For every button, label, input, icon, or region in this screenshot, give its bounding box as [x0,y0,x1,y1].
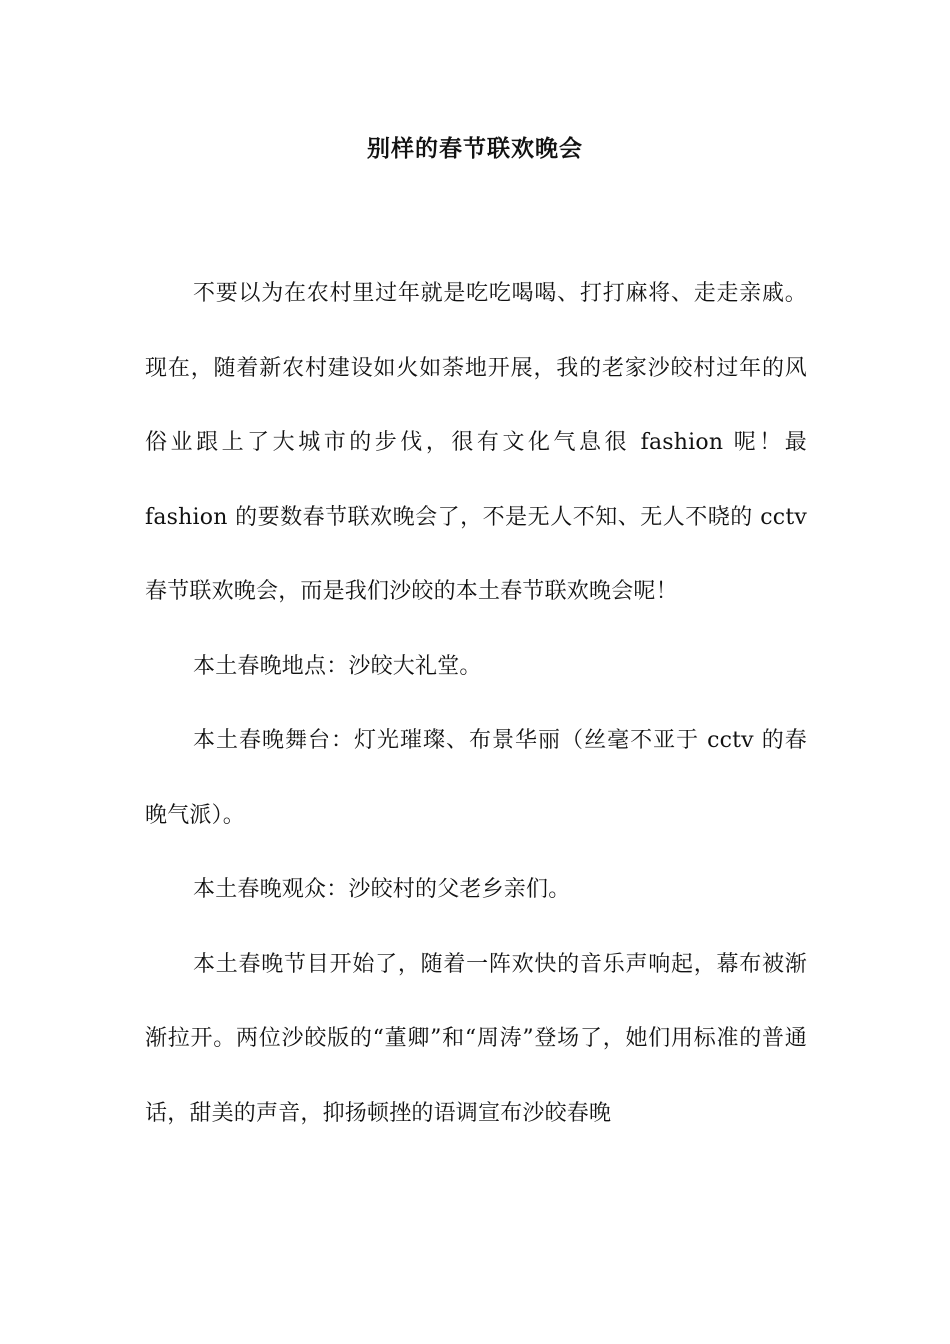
document-title: 别样的春节联欢晚会 [367,136,583,162]
paragraph-stage: 本土春晚舞台：灯光璀璨、布景华丽（丝毫不亚于 cctv 的春晚气派）。 [145,728,807,828]
paragraph-program-start: 本土春晚节目开始了，随着一阵欢快的音乐声响起，幕布被渐渐拉开。两位沙皎版的“董卿”和“周涛”登场了，她们用标准的普通话，甜美的声音，抑扬顿挫的语调宣布沙皎春晚 [145,951,807,1126]
paragraph-venue: 本土春晚地点：沙皎大礼堂。 [193,653,482,679]
paragraph-intro: 不要以为在农村里过年就是吃吃喝喝、打打麻将、走走亲戚。现在，随着新农村建设如火如荼地开展，我的老家沙皎村过年的风俗业跟上了大城市的步伐，很有文化气息很 fashion 呢！最 fashion 的要数春节联欢晚会了，不是无人不知、无人不晓的 cctv 春节联欢晚会，而是我们沙皎的本土春节联欢晚会呢！ [145,281,807,604]
document-body [145,257,807,1151]
paragraph-audience: 本土春晚观众：沙皎村的父老乡亲们。 [193,877,571,902]
